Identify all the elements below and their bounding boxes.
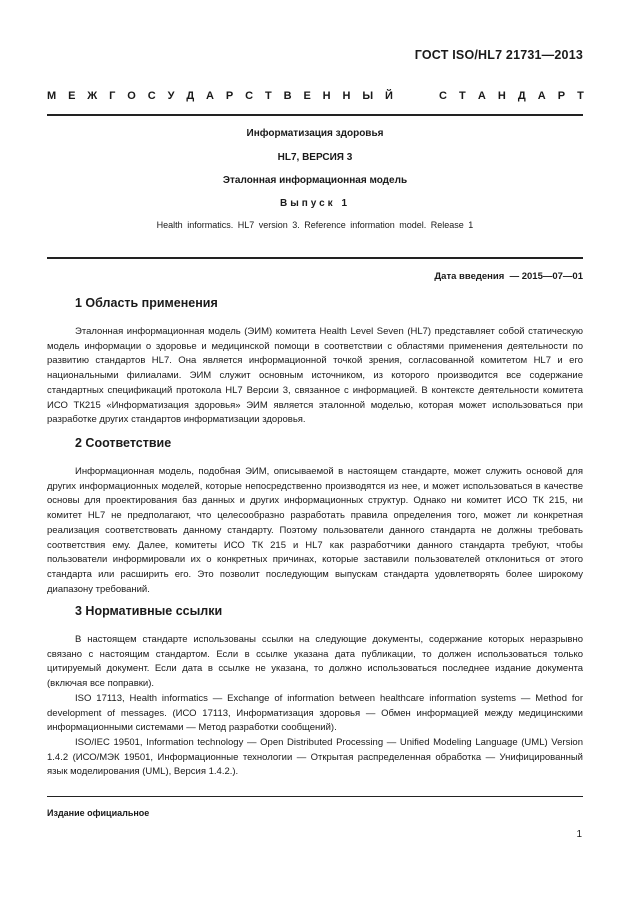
- banner-letter: Е: [303, 90, 311, 102]
- banner-letter: Й: [385, 90, 393, 102]
- section-3-heading: 3 Нормативные ссылки: [75, 604, 223, 618]
- section-1-body: [47, 325, 583, 428]
- banner-letter: Н: [497, 90, 506, 102]
- footer-divider: [47, 796, 583, 797]
- title-line-4: Выпуск 1: [279, 198, 351, 209]
- banner-letter: Ж: [87, 90, 98, 102]
- banner-letter: Г: [109, 90, 116, 102]
- effective-date-value: — 2015—07—01: [509, 271, 583, 282]
- banner-letter: С: [147, 90, 156, 102]
- effective-date: [434, 271, 583, 282]
- banner-word-standard: [439, 90, 584, 102]
- banner-letter: Р: [225, 90, 234, 102]
- edition-label: Издание официальное: [47, 808, 150, 818]
- title-line-3: Эталонная информационная модель: [222, 175, 408, 186]
- paragraph: Информационная модель, подобная ЭИМ, описываемой в настоящем стандарте, может служить основой для других информационных моделей, которые непосредственно производятся из нее, и может использоваться в качестве основы для проектирования баз данных и других информационных структур. Однако ни комитет ИСО ТК 215, ни комитет HL7 не предполагают, что целесообразно разработать правила определения того, может ли конкретная реализация соответствовать данному стандарту. Поэтому пользователи данного стандарта не должны требовать соответствия ему. Далее, комитеты ИСО ТК 215 и HL7 как разработчики данного стандарта требуют, чтобы пользователи информировали их о конкретных причинах, которые заставили пользователей отклониться от этого стандарта или расширить его. Это позволит последующим выпускам стандарта удовлетворять более широкому диапазону требований.: [47, 466, 583, 595]
- banner-letter: С: [245, 90, 254, 102]
- banner-letter: Н: [322, 90, 331, 102]
- banner-letter: Р: [557, 90, 566, 102]
- paragraph: ISO 17113, Health informatics — Exchange of information between healthcare information systems — Method for development of messages. (ИСО 17113, Информатизация здоровья — Обмен информацией между медицинскими информационными системами — Метод разработки сообщений).: [47, 692, 583, 734]
- standard-code: ГОСТ ISO/HL7 21731—2013: [414, 48, 583, 62]
- title-divider: [47, 257, 583, 259]
- banner-letter: Ы: [362, 90, 374, 102]
- paragraph: ISO/IEC 19501, Information technology — Open Distributed Processing — Unified Modeling Language (UML) Version 1.4.2 (ИСО/МЭК 19501, Информационные технологии — Открытая распределенная обработка — Унифицированный язык моделирования (UML), Версия 1.4.2.).: [47, 736, 583, 778]
- banner-letter: М: [47, 90, 57, 102]
- banner-letter: А: [477, 90, 486, 102]
- section-2-heading: 2 Соответствие: [75, 436, 172, 450]
- banner-letter: О: [127, 90, 136, 102]
- banner-letter: Т: [577, 90, 584, 102]
- banner-letter: Е: [68, 90, 76, 102]
- title-line-2: HL7, ВЕРСИЯ 3: [277, 152, 353, 163]
- banner-letter: У: [167, 90, 175, 102]
- top-divider: [47, 114, 583, 116]
- page-number: 1: [576, 829, 582, 840]
- banner-letter: Т: [264, 90, 272, 102]
- paragraph: Эталонная информационная модель (ЭИМ) комитета Health Level Seven (HL7) представляет собой статическую модель информации о здоровье и медицинской помощи в соответствии с областями применения деятельности по развитию стандартов HL7. Она является информационной точкой зрения, согласованной комитетом HL7 и его национальными филиалами. ЭИМ служит основным источником, из которого производится все содержание стандартных спецификаций протокола HL7 Версии 3, связанное с информацией. В контексте деятельности комитета ИСО ТК215 «Информатизация здоровья» ЭИМ является эталонной моделью, которая может использоваться при разработке других стандартов информатизации здоровья.: [47, 326, 583, 426]
- title-line-1: Информатизация здоровья: [246, 128, 384, 139]
- banner-letter: Д: [517, 90, 526, 102]
- banner-word-interstate: [47, 90, 393, 102]
- banner-letter: А: [537, 90, 546, 102]
- interstate-standard-banner: [47, 90, 584, 102]
- effective-date-label: Дата введения: [434, 271, 505, 282]
- banner-letter: Н: [342, 90, 351, 102]
- english-title: Health informatics. HL7 version 3. Reference information model. Release 1: [156, 220, 474, 230]
- banner-letter: С: [439, 90, 447, 102]
- banner-letter: Д: [186, 90, 195, 102]
- paragraph: В настоящем стандарте использованы ссылки на следующие документы, содержание которых неразрывно связано с настоящим стандартом. Если в ссылке указана дата публикации, то должен использоваться только цитируемый документ. Если дата в ссылке не указана, то должно использоваться последнее издание документа (включая все поправки).: [47, 634, 583, 690]
- banner-letter: Т: [459, 90, 466, 102]
- section-2-body: [47, 465, 583, 597]
- banner-letter: А: [206, 90, 214, 102]
- section-1-heading: 1 Область применения: [75, 296, 218, 310]
- banner-letter: В: [283, 90, 292, 102]
- section-3-body: [47, 633, 583, 780]
